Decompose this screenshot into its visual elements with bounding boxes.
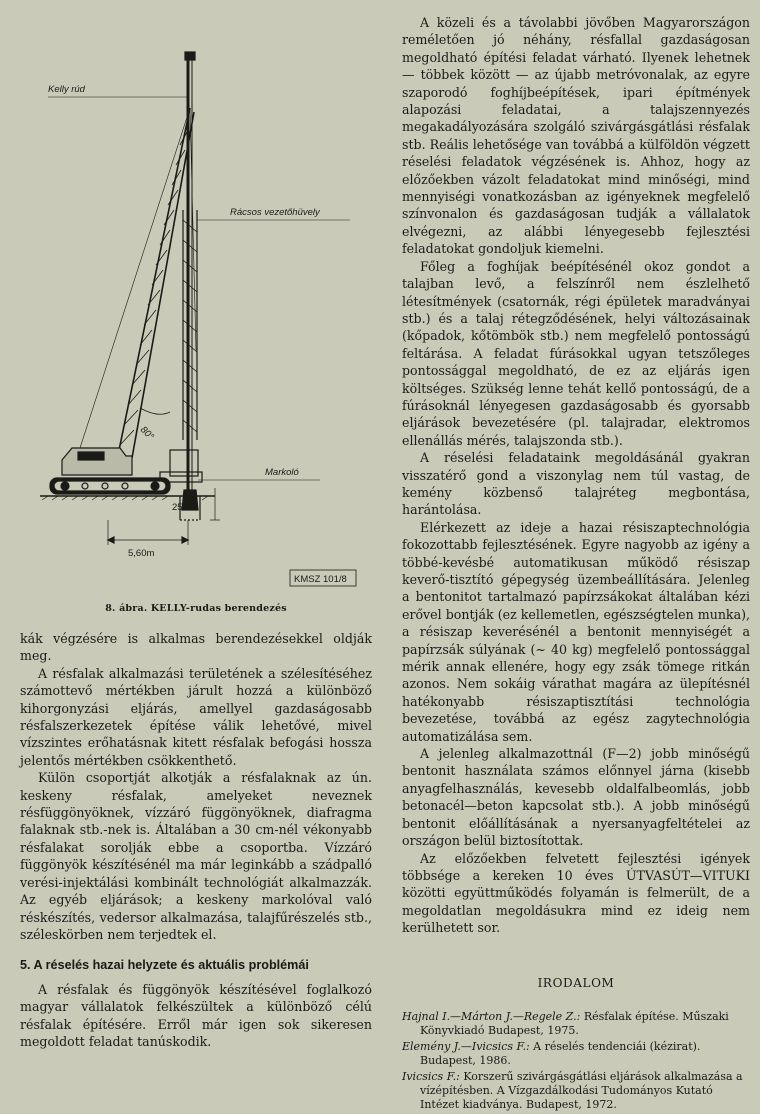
reference-authors: Elemény J.—Ivicsics F.: bbox=[402, 1039, 530, 1053]
reference-authors: Hajnal I.—Márton J.—Regele Z.: bbox=[402, 1009, 581, 1023]
paragraph: A jelenleg alkalmazottnál (F—2) jobb minőségű bentonit használata számos előnnyel járna (kisebb anyagfelhasználás, kevesebb oldalfalbeomlás, jobb betonacél—beton kapcsolat stb.). A jobb minőségű bentonit előállításának a nyersanyagfeltételei az országon belül biztosítottak. bbox=[402, 746, 750, 849]
paragraph: A résfalak és függönyök készítésével foglalkozó magyar vállalatok felkészültek a különböző célú résfalak építésére. Erről már igen sok sikeresen megoldott feladat tanúskodik. bbox=[20, 981, 372, 1049]
left-column bbox=[20, 0, 372, 1050]
reference-item bbox=[402, 1010, 750, 1039]
label-guide-sleeve: Rácsos vezetőhüvely bbox=[230, 207, 320, 218]
reference-item bbox=[402, 1040, 750, 1069]
label-angle: 80° bbox=[137, 424, 156, 443]
reference-text: Résfalak építése. Műszaki Könyvkiadó Budapest, 1975. bbox=[420, 1009, 729, 1038]
label-kelly-rod: Kelly rúd bbox=[48, 84, 85, 95]
label-depth: 25m bbox=[172, 502, 191, 513]
paragraph: kák végzésére is alkalmas berendezésekkel oldják meg. bbox=[20, 631, 372, 664]
paragraph: A résfalak alkalmazási területének a szélesítéséhez számottevő mértékben járult hozzá a különböző kihorgonyzási eljárás, amellyel gazdaságosabb résfalszerkezetek építése válik lehetővé, mivel vízszintes erőhatásnak kitett résfalak befogási hossza jelentős mértékben csökkenthető. bbox=[20, 665, 372, 768]
right-column bbox=[402, 14, 750, 1114]
section-heading: 5. A réselés hazai helyzete és aktuális problémái bbox=[20, 958, 309, 973]
label-code: KMSZ 101/8 bbox=[294, 574, 347, 585]
paragraph: Elérkezett az ideje a hazai résiszaptechnológia fokozottabb fejlesztésének. Egyre nagyobb az igény a többé-kevésbé automatikusan működő résiszap keverő-tisztító gépegység üzembeállítására. Jelenleg a bentonitot tartalmazó papírzsákokat általában kézi erővel bontják (ez kellemetlen, egészségtelen munka), a résiszap keverésénél a bentonit mennyiségét a papírzsák súlyának (~ 40 kg) megfelelő pontossággal mérik annak ellenére, hogy egy zsák tömege ritkán azonos. Nem sokáig várathat magára az ülepítésnél hatékonyabb résiszaptisztítási technológia bevezetése, továbbá az egész zagytechnológia automatizálása sem. bbox=[402, 519, 750, 744]
paragraph: Külön csoportját alkotják a résfalaknak az ún. keskeny résfalak, amelyeket neveznek résfüggönyöknek, vízzáró függönyöknek, diafragma falaknak stb.-nek is. Általában a 30 cm-nél vékonyabb résfalakat sorolják ebbe a csoportba. Vízzáró függönyök készítésénél ma már leginkább a szádpalló verési-injektálási kombinált technológiát alkalmazzák. Az egyéb eljárások; a keskeny markolóval való réskészítés, vedersor alkalmazása, talajfűrészelés stb., széleskörben nem terjedtek el. bbox=[20, 770, 372, 942]
reference-text: A réselés tendenciái (kézirat). Budapest, 1986. bbox=[420, 1039, 701, 1068]
reference-text: Korszerű szivárgásgátlási eljárások alkalmazása a vízépítésben. A Vízgazdálkodási Tudományos Kutató Intézet kiadványa. Budapest, 1972. bbox=[420, 1069, 743, 1112]
label-width: 5,60m bbox=[128, 548, 155, 559]
paragraph: Főleg a foghíjak beépítésénél okoz gondot a talajban levő, a felszínről nem észlelhető létesítmények (csatornák, régi épületek maradványai stb.) és a talaj rétegződésének, helyi változásainak (kőpadok, kőtömbök stb.) nem megfelelő pontosságú feltárása. A feladat fúrásokkal ugyan tetszőleges pontossággal megoldható, de ez az eljárás igen költséges. Szükség lenne tehát kellő pontosságú, de a fúrásoknál lényegesen gazdaságosabb és gyorsabb eljárások bevezetésére (pl. talajradar, elektromos ellenállás mérés, talajszonda stb.). bbox=[402, 258, 750, 448]
references-title: IRODALOM bbox=[537, 975, 615, 990]
figure-caption: 8. ábra. KELLY-rudas berendezés bbox=[105, 603, 287, 614]
kelly-rig-drawing bbox=[20, 0, 372, 600]
figure-kelly-rig bbox=[20, 0, 372, 630]
paragraph: A réselési feladataink megoldásánál gyakran visszatérő gond a viszonylag nem túl vastag, de kemény közbenső talajréteg megbontása, harántolása. bbox=[402, 450, 750, 518]
paragraph: Az előzőekben felvetett fejlesztési igények többsége a kereken 10 éves ÚTVASÚT—VITUKI közötti együttműködés folyamán is felmerült, de a megoldatlan megoldásukra mind ez ideig nem kerülhetett sor. bbox=[402, 850, 750, 936]
label-grab: Markoló bbox=[265, 467, 299, 478]
reference-authors: Ivicsics F.: bbox=[402, 1069, 460, 1083]
paragraph: A közeli és a távolabbi jövőben Magyarországon reméletően jó néhány, résfallal gazdaságosan megoldható építési feladat várható. Ilyenek lehetnek — többek között — az újabb metróvonalak, az egyre szaporodó foghíjbeépítések, ipari építmények alapozási feladatai, a talajszennyezés megakadályozására szolgáló szivárgásgátlási résfalak stb. Reális lehetősége van továbbá a külföldön végzett réselési feladatok végzésének is. Ahhoz, hogy az előzőekben vázolt feladatokat mind minőségi, mind mennyiségi vonatkozásban az igényeknek megfelelő színvonalon és gazdaságosan tudják a vállalatok elvégezni, az alábbi lényegesebb fejlesztési feladatokat gondoljuk kiemelni. bbox=[402, 15, 750, 257]
reference-item bbox=[402, 1070, 750, 1113]
